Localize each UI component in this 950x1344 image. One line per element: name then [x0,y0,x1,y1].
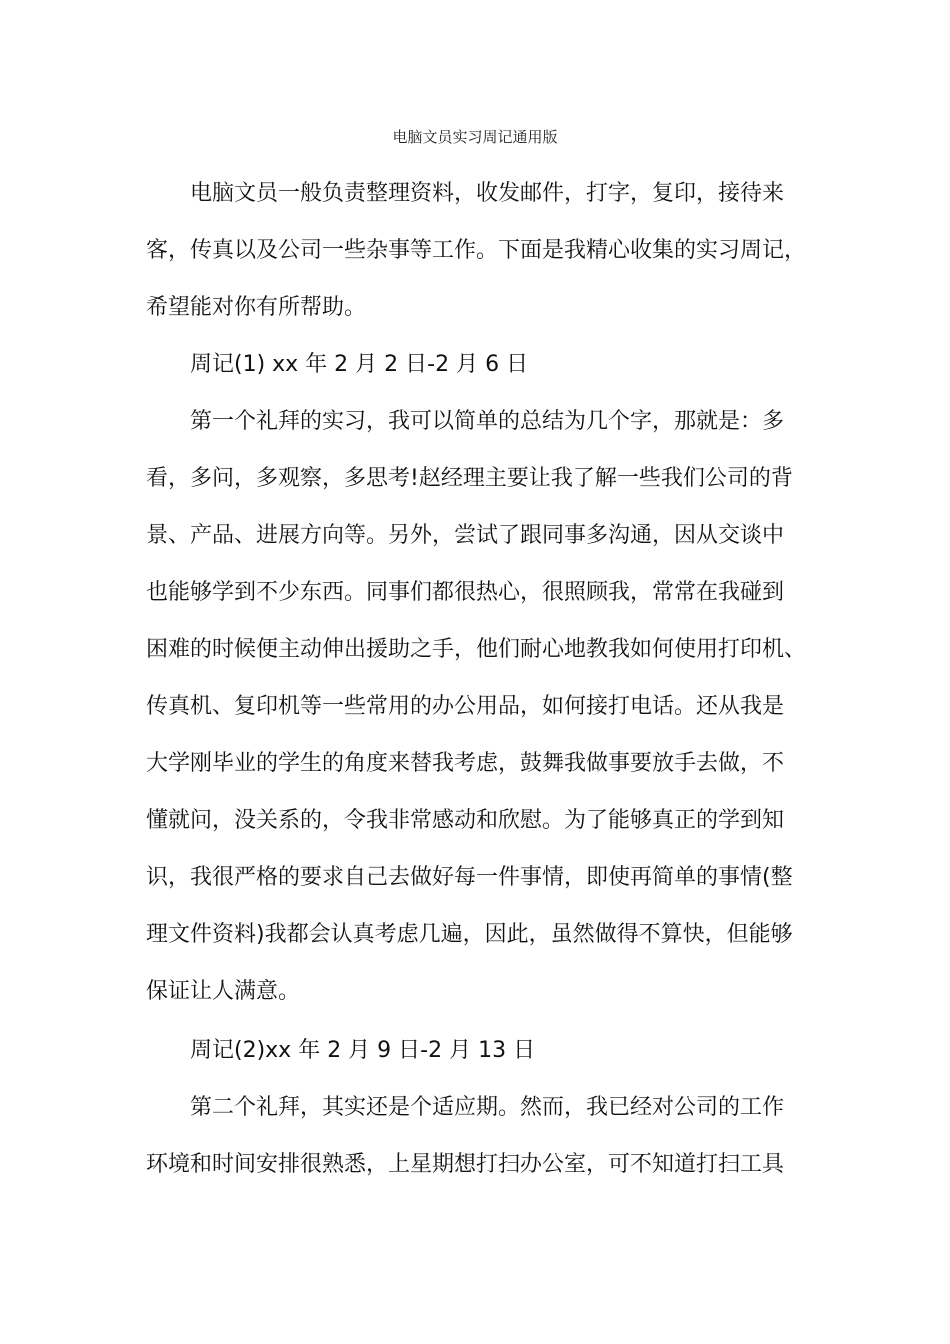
intro-line-3: 希望能对你有所帮助。 [146,295,367,320]
week-2-line-2: 环境和时间安排很熟悉，上星期想打扫办公室，可不知道打扫工具 [146,1152,785,1177]
week-2-line-1: 第二个礼拜，其实还是个适应期。然而，我已经对公司的工作 [190,1095,785,1120]
week-1-line-3: 景、产品、进展方向等。另外，尝试了跟同事多沟通，因从交谈中 [146,523,785,548]
week-1-line-10: 理文件资料)我都会认真考虑几遍，因此，虽然做得不算快，但能够 [146,922,793,947]
week-1-line-7: 大学刚毕业的学生的角度来替我考虑，鼓舞我做事要放手去做，不 [146,751,785,776]
week-1-heading: 周记(1) xx 年 2 月 2 日-2 月 6 日 [190,352,529,377]
week-1-line-6: 传真机、复印机等一些常用的办公用品，如何接打电话。还从我是 [146,694,785,719]
week-1-line-5: 困难的时候便主动伸出援助之手，他们耐心地教我如何使用打印机、 [146,637,807,662]
week-1-line-11: 保证让人满意。 [146,979,301,1004]
week-1-line-4: 也能够学到不少东西。同事们都很热心，很照顾我，常常在我碰到 [146,580,785,605]
intro-line-2: 客，传真以及公司一些杂事等工作。下面是我精心收集的实习周记， [146,238,807,263]
week-1-line-2: 看，多问，多观察，多思考!赵经理主要让我了解一些我们公司的背 [146,466,793,491]
document-title: 电脑文员实习周记通用版 [392,128,558,146]
week-1-line-1: 第一个礼拜的实习，我可以简单的总结为几个字，那就是：多 [190,409,785,434]
week-1-line-9: 识，我很严格的要求自己去做好每一件事情，即使再简单的事情(整 [146,865,793,890]
week-1-line-8: 懂就问，没关系的，令我非常感动和欣慰。为了能够真正的学到知 [146,808,785,833]
week-2-heading: 周记(2)xx 年 2 月 9 日-2 月 13 日 [190,1038,536,1063]
intro-line-1: 电脑文员一般负责整理资料，收发邮件，打字，复印，接待来 [190,181,785,206]
